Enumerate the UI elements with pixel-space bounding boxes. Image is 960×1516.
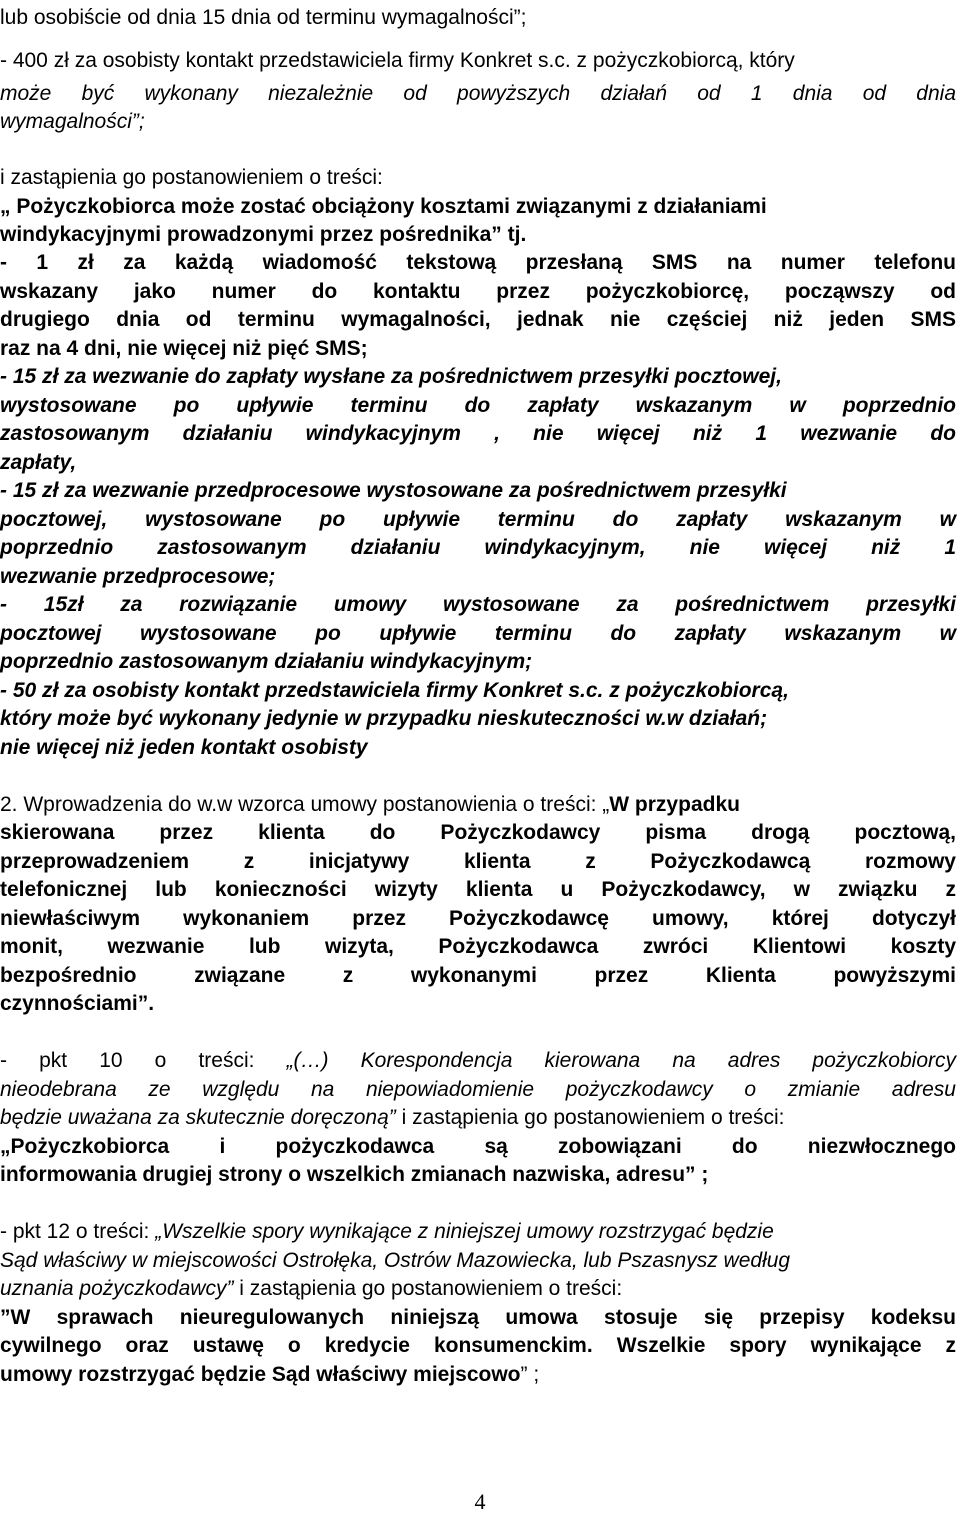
- text-segment: - 15 zł za wezwanie do zapłaty wysłane za pośrednictwem przesyłki pocztowej,: [0, 365, 782, 388]
- text-line: [0, 591, 956, 619]
- text-segment: - 1 zł za każdą wiadomość tekstową przesłaną SMS na numer telefonu: [0, 251, 956, 274]
- text-line: [0, 164, 956, 192]
- text-segment: windykacyjnymi prowadzonymi przez pośrednika” tj.: [0, 223, 527, 246]
- text-line: [0, 420, 956, 448]
- text-line: [0, 819, 956, 847]
- text-line: [0, 1218, 956, 1246]
- text-line: [0, 335, 956, 363]
- text-segment: cywilnego oraz ustawę o kredycie konsumenckim. Wszelkie spory wynikające z: [0, 1334, 956, 1357]
- text-segment: wezwanie przedprocesowe;: [0, 565, 276, 588]
- text-line: [0, 47, 956, 75]
- text-line: [0, 534, 956, 562]
- text-segment: 2. Wprowadzenia do w.w wzorca umowy postanowienia o treści: „: [0, 793, 610, 816]
- text-line: [0, 791, 956, 819]
- text-line: [0, 392, 956, 420]
- text-segment: uznania pożyczkodawcy”: [0, 1277, 234, 1300]
- text-segment: - pkt 12 o treści:: [0, 1220, 156, 1243]
- text-line: [0, 4, 956, 32]
- text-segment: ” ;: [520, 1363, 540, 1386]
- text-segment: zastosowanym działaniu windykacyjnym , nie więcej niż 1 wezwanie do: [0, 422, 956, 445]
- text-line: [0, 876, 956, 904]
- text-segment: i zastąpienia go postanowieniem o treści:: [0, 166, 383, 189]
- text-segment: Sąd właściwy w miejscowości Ostrołęka, Ostrów Mazowiecka, lub Pszasnysz według: [0, 1249, 791, 1272]
- text-segment: „(…) Korespondencja kierowana na adres pożyczkobiorcy: [286, 1049, 956, 1072]
- text-line: [0, 193, 956, 221]
- text-segment: czynnościami”.: [0, 992, 155, 1015]
- text-line: [0, 1076, 956, 1104]
- text-line: [0, 1247, 956, 1275]
- text-segment: drugiego dnia od terminu wymagalności, jednak nie częściej niż jeden SMS: [0, 308, 956, 331]
- text-line: [0, 848, 956, 876]
- text-segment: i zastąpienia go postanowieniem o treści:: [233, 1277, 623, 1300]
- text-line: [0, 477, 956, 505]
- text-segment: poprzednio zastosowanym działaniu windykacyjnym, nie więcej niż 1: [0, 536, 956, 559]
- text-line: [0, 221, 956, 249]
- text-segment: informowania drugiej strony o wszelkich zmianach nazwiska, adresu” ;: [0, 1163, 709, 1186]
- text-segment: skierowana przez klienta do Pożyczkodawcy pisma drogą pocztową,: [0, 821, 956, 844]
- text-line: [0, 363, 956, 391]
- text-segment: nieodebrana ze względu na niepowiadomienie pożyczkodawcy o zmianie adresu: [0, 1078, 956, 1101]
- text-segment: wystosowane po upływie terminu do zapłaty wskazanym w poprzednio: [0, 394, 956, 417]
- text-segment: pocztowej, wystosowane po upływie terminu do zapłaty wskazanym w: [0, 508, 956, 531]
- text-line: [0, 620, 956, 648]
- text-line: [0, 648, 956, 676]
- text-segment: „ Pożyczkobiorca może zostać obciążony kosztami związanymi z działaniami: [0, 195, 767, 218]
- page-number: 4: [474, 1489, 486, 1514]
- text-segment: raz na 4 dni, nie więcej niż pięć SMS;: [0, 337, 368, 360]
- text-segment: przeprowadzeniem z inicjatywy klienta z Pożyczkodawcą rozmowy: [0, 850, 956, 873]
- text-segment: „Pożyczkobiorca i pożyczkodawca są zobowiązani do niezwłocznego: [0, 1135, 956, 1158]
- text-segment: „Wszelkie spory wynikające z niniejszej umowy rozstrzygać będzie: [155, 1220, 774, 1243]
- text-segment: ”W sprawach nieuregulowanych niniejszą umowa stosuje się przepisy kodeksu: [0, 1306, 956, 1329]
- text-line: [0, 1161, 956, 1189]
- text-line: [0, 278, 956, 306]
- text-line: [0, 677, 956, 705]
- text-line: [0, 962, 956, 990]
- text-segment: lub osobiście od dnia 15 dnia od terminu wymagalności”;: [0, 6, 527, 29]
- text-line: [0, 1332, 956, 1360]
- text-segment: W przypadku: [609, 793, 740, 816]
- text-line: [0, 563, 956, 591]
- text-segment: umowy rozstrzygać będzie Sąd właściwy miejscowo: [0, 1363, 521, 1386]
- text-segment: - 50 zł za osobisty kontakt przedstawiciela firmy Konkret s.c. z pożyczkobiorcą,: [0, 679, 789, 702]
- text-segment: monit, wezwanie lub wizyta, Pożyczkodawca zwróci Klientowi koszty: [0, 935, 956, 958]
- text-segment: nie więcej niż jeden kontakt osobisty: [0, 736, 368, 759]
- text-segment: - 400 zł za osobisty kontakt przedstawiciela firmy Konkret s.c. z pożyczkobiorcą, który: [0, 49, 795, 72]
- text-segment: telefonicznej lub konieczności wizyty klienta u Pożyczkodawcy, w związku z: [0, 878, 956, 901]
- text-segment: niewłaściwym wykonaniem przez Pożyczkodawcę umowy, której dotyczył: [0, 907, 956, 930]
- text-line: [0, 933, 956, 961]
- text-line: [0, 705, 956, 733]
- text-segment: wskazany jako numer do kontaktu przez pożyczkobiorcę, począwszy od: [0, 280, 956, 303]
- text-segment: i zastąpienia go postanowieniem o treści:: [395, 1106, 785, 1129]
- text-line: [0, 1047, 956, 1075]
- text-segment: - 15 zł za wezwanie przedprocesowe wystosowane za pośrednictwem przesyłki: [0, 479, 787, 502]
- text-line: [0, 306, 956, 334]
- text-segment: - 15zł za rozwiązanie umowy wystosowane za pośrednictwem przesyłki: [0, 593, 956, 616]
- text-segment: może być wykonany niezależnie od powyższych działań od 1 dnia od dnia: [0, 82, 956, 105]
- text-segment: zapłaty,: [0, 451, 77, 474]
- text-segment: wymagalności”;: [0, 110, 145, 133]
- text-line: [0, 734, 956, 762]
- text-line: [0, 905, 956, 933]
- text-line: [0, 990, 956, 1018]
- text-line: [0, 108, 956, 136]
- text-line: [0, 80, 956, 108]
- text-line: [0, 1133, 956, 1161]
- text-segment: bezpośrednio związane z wykonanymi przez Klienta powyższymi: [0, 964, 956, 987]
- text-segment: będzie uważana za skutecznie doręczoną”: [0, 1106, 396, 1129]
- text-segment: pocztowej wystosowane po upływie terminu do zapłaty wskazanym w: [0, 622, 956, 645]
- text-segment: - pkt 10 o treści:: [0, 1049, 287, 1072]
- text-line: [0, 1104, 956, 1132]
- text-line: [0, 249, 956, 277]
- text-segment: który może być wykonany jedynie w przypadku nieskuteczności w.w działań;: [0, 707, 768, 730]
- text-segment: poprzednio zastosowanym działaniu windykacyjnym;: [0, 650, 533, 673]
- text-line: [0, 1275, 956, 1303]
- text-line: [0, 1304, 956, 1332]
- text-line: [0, 1361, 956, 1389]
- text-line: [0, 506, 956, 534]
- text-line: [0, 449, 956, 477]
